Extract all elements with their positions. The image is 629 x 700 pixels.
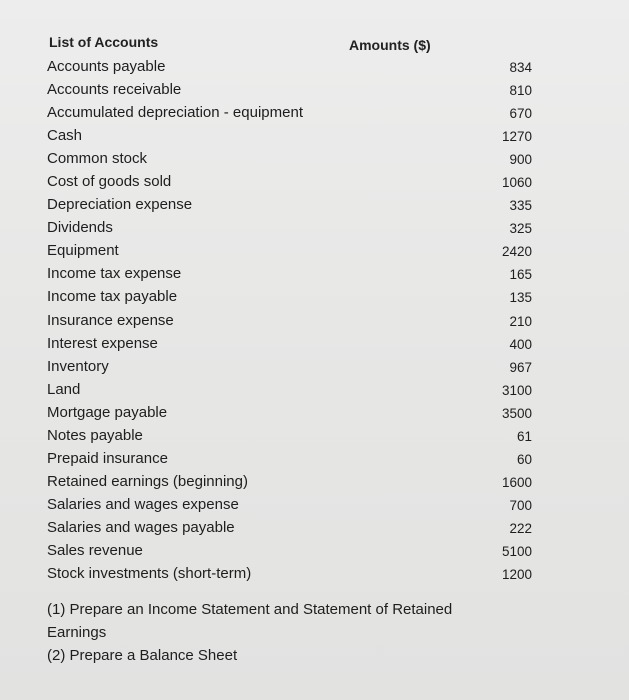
amounts-column-header: Amounts ($) (349, 37, 431, 53)
account-name: Equipment (47, 242, 119, 260)
account-amount: 222 (509, 520, 532, 536)
account-amount: 61 (516, 428, 532, 444)
account-amount: 335 (509, 198, 532, 214)
account-amount: 3100 (501, 382, 532, 398)
account-name: Cash (47, 127, 83, 145)
account-name: Prepaid insurance (47, 449, 168, 467)
account-name: Accumulated depreciation - equipment (47, 104, 303, 122)
account-amount: 900 (509, 152, 532, 168)
account-name: Salaries and wages expense (47, 495, 239, 513)
account-amount: 967 (509, 359, 532, 375)
account-amount: 1270 (501, 129, 532, 145)
account-name: Income tax expense (47, 265, 182, 283)
account-name: Insurance expense (47, 311, 174, 329)
account-amount: 834 (509, 60, 532, 75)
account-name: Interest expense (47, 334, 158, 352)
account-name: Mortgage payable (47, 403, 168, 421)
account-amount: 1060 (501, 175, 532, 191)
account-amount: 135 (509, 290, 532, 306)
account-name: Dividends (47, 219, 113, 237)
account-amount: 2420 (501, 244, 532, 260)
account-amount: 700 (509, 497, 532, 513)
account-name: Accounts receivable (47, 81, 182, 99)
account-amount: 165 (509, 267, 532, 283)
account-amount: 1600 (501, 474, 532, 490)
account-name: Depreciation expense (47, 196, 193, 214)
account-amount: 3500 (501, 405, 532, 421)
account-amount: 1200 (501, 567, 532, 583)
account-name: Inventory (47, 357, 109, 375)
account-name: Retained earnings (beginning) (47, 472, 248, 490)
account-amount: 400 (509, 336, 532, 352)
account-name: Salaries and wages payable (47, 518, 235, 536)
account-name: Land (47, 380, 81, 398)
account-name: Sales revenue (47, 541, 143, 559)
account-name-list (47, 55, 303, 585)
account-amount: 325 (509, 221, 532, 237)
account-amount: 60 (516, 451, 532, 467)
instructions (47, 598, 507, 667)
account-name: Cost of goods sold (47, 173, 172, 191)
account-name: Accounts payable (47, 58, 166, 75)
account-amount-list (470, 56, 532, 586)
instruction-2: (2) Prepare a Balance Sheet (47, 647, 238, 664)
account-amount: 210 (509, 313, 532, 329)
account-amount: 670 (509, 106, 532, 122)
account-amount: 5100 (501, 543, 532, 559)
account-name: Income tax payable (47, 288, 178, 306)
account-amount: 810 (509, 83, 532, 99)
account-name: Stock investments (short-term) (47, 565, 252, 583)
account-name: Notes payable (47, 426, 143, 444)
account-name: Common stock (47, 150, 148, 168)
accounts-column-header: List of Accounts (49, 34, 159, 50)
instruction-1: (1) Prepare an Income Statement and Statement of Retained Earnings (47, 601, 453, 641)
